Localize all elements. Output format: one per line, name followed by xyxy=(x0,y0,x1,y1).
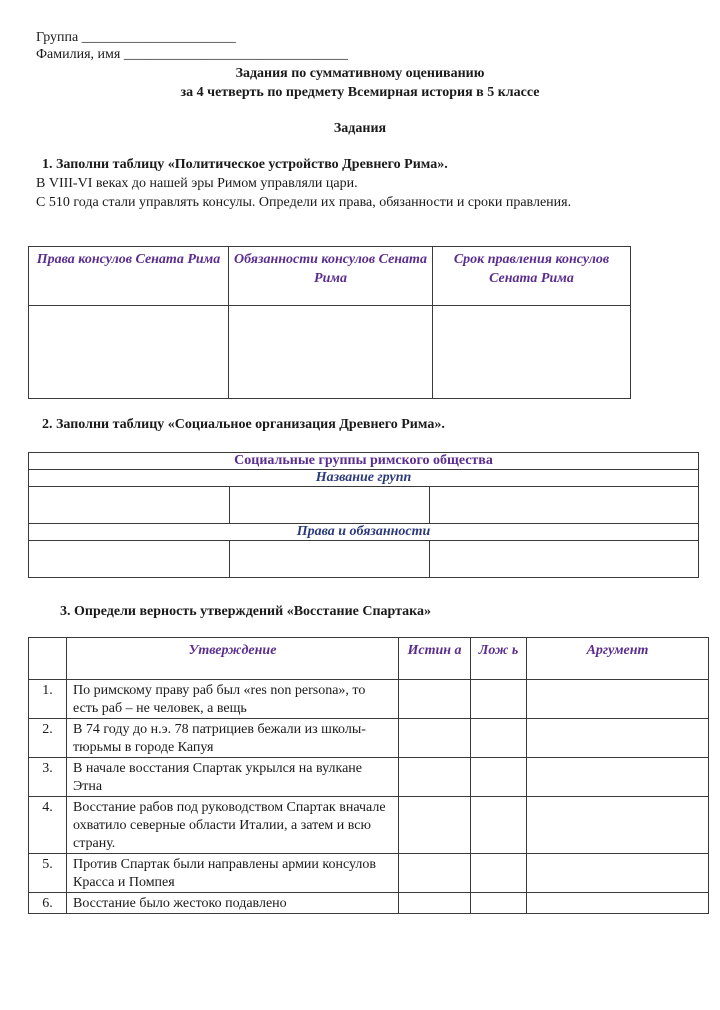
number-column-header xyxy=(29,638,67,680)
true-column-header: Истин а xyxy=(399,638,471,680)
false-column-header: Лож ь xyxy=(471,638,527,680)
false-answer-cell[interactable] xyxy=(471,680,527,719)
spartacus-statements-table xyxy=(28,637,709,914)
political-structure-table xyxy=(28,246,631,399)
table-row xyxy=(29,680,709,719)
row-number: 5. xyxy=(29,854,67,893)
true-answer-cell[interactable] xyxy=(399,680,471,719)
answer-cell-rights[interactable] xyxy=(29,306,229,399)
statement-text: В 74 году до н.э. 78 патрициев бежали из школы-тюрьмы в городе Капуя xyxy=(67,719,399,758)
table-row xyxy=(29,719,709,758)
task1-text-line2: С 510 года стали управлять консулы. Определи их права, обязанности и сроки правления. xyxy=(36,195,572,210)
statement-text: По римскому праву раб был «res non persona», то есть раб – не человек, а вещь xyxy=(67,680,399,719)
true-answer-cell[interactable] xyxy=(399,719,471,758)
true-answer-cell[interactable] xyxy=(399,893,471,914)
task1-text-line1: В VIII-VI веках до нашей эры Римом управляли цари. xyxy=(36,176,358,191)
rights-duties-header: Права и обязанности xyxy=(29,524,699,541)
row-number: 3. xyxy=(29,758,67,797)
true-answer-cell[interactable] xyxy=(399,797,471,854)
group-name-cell[interactable] xyxy=(230,487,430,524)
false-answer-cell[interactable] xyxy=(471,797,527,854)
row-number: 4. xyxy=(29,797,67,854)
statement-text: Восстание было жестоко подавлено xyxy=(67,893,399,914)
true-answer-cell[interactable] xyxy=(399,758,471,797)
column-header-term: Срок правления консулов Сената Рима xyxy=(433,247,631,306)
task3-title: 3. Определи верность утверждений «Восстание Спартака» xyxy=(60,604,432,619)
statement-text: В начале восстания Спартак укрылся на вулкане Этна xyxy=(67,758,399,797)
column-header-duties: Обязанности консулов Сената Рима xyxy=(229,247,433,306)
argument-cell[interactable] xyxy=(527,854,709,893)
document-title-line1: Задания по суммативному оцениванию xyxy=(235,66,485,81)
group-names-header: Название групп xyxy=(29,470,699,487)
section-title: Задания xyxy=(333,121,387,136)
answer-cell-duties[interactable] xyxy=(229,306,433,399)
answer-cell-term[interactable] xyxy=(433,306,631,399)
social-groups-header: Социальные группы римского общества xyxy=(29,453,699,470)
table-row xyxy=(29,758,709,797)
argument-cell[interactable] xyxy=(527,758,709,797)
row-number: 1. xyxy=(29,680,67,719)
name-field-label: Фамилия, имя ________________________________ xyxy=(36,47,348,62)
argument-cell[interactable] xyxy=(527,797,709,854)
false-answer-cell[interactable] xyxy=(471,893,527,914)
false-answer-cell[interactable] xyxy=(471,854,527,893)
group-name-cell[interactable] xyxy=(430,487,699,524)
group-field-label: Группа ______________________ xyxy=(36,30,236,45)
column-header-rights: Права консулов Сената Рима xyxy=(29,247,229,306)
statement-text: Против Спартак были направлены армии консулов Красса и Помпея xyxy=(67,854,399,893)
task1-title: 1. Заполни таблицу «Политическое устройство Древнего Рима». xyxy=(42,157,448,172)
argument-column-header: Аргумент xyxy=(527,638,709,680)
argument-cell[interactable] xyxy=(527,893,709,914)
row-number: 2. xyxy=(29,719,67,758)
table-row xyxy=(29,797,709,854)
document-title-line2: за 4 четверть по предмету Всемирная история в 5 классе xyxy=(180,85,540,100)
statement-column-header: Утверждение xyxy=(67,638,399,680)
true-answer-cell[interactable] xyxy=(399,854,471,893)
statement-text: Восстание рабов под руководством Спартак вначале охватило северные области Италии, а затем и всю страну. xyxy=(67,797,399,854)
table-row xyxy=(29,893,709,914)
false-answer-cell[interactable] xyxy=(471,758,527,797)
task2-title: 2. Заполни таблицу «Социальное организация Древнего Рима». xyxy=(42,417,445,432)
argument-cell[interactable] xyxy=(527,680,709,719)
argument-cell[interactable] xyxy=(527,719,709,758)
false-answer-cell[interactable] xyxy=(471,719,527,758)
group-name-cell[interactable] xyxy=(29,487,230,524)
rights-duties-cell[interactable] xyxy=(230,541,430,578)
table-row xyxy=(29,854,709,893)
rights-duties-cell[interactable] xyxy=(430,541,699,578)
rights-duties-cell[interactable] xyxy=(29,541,230,578)
social-organization-table xyxy=(28,452,699,578)
row-number: 6. xyxy=(29,893,67,914)
